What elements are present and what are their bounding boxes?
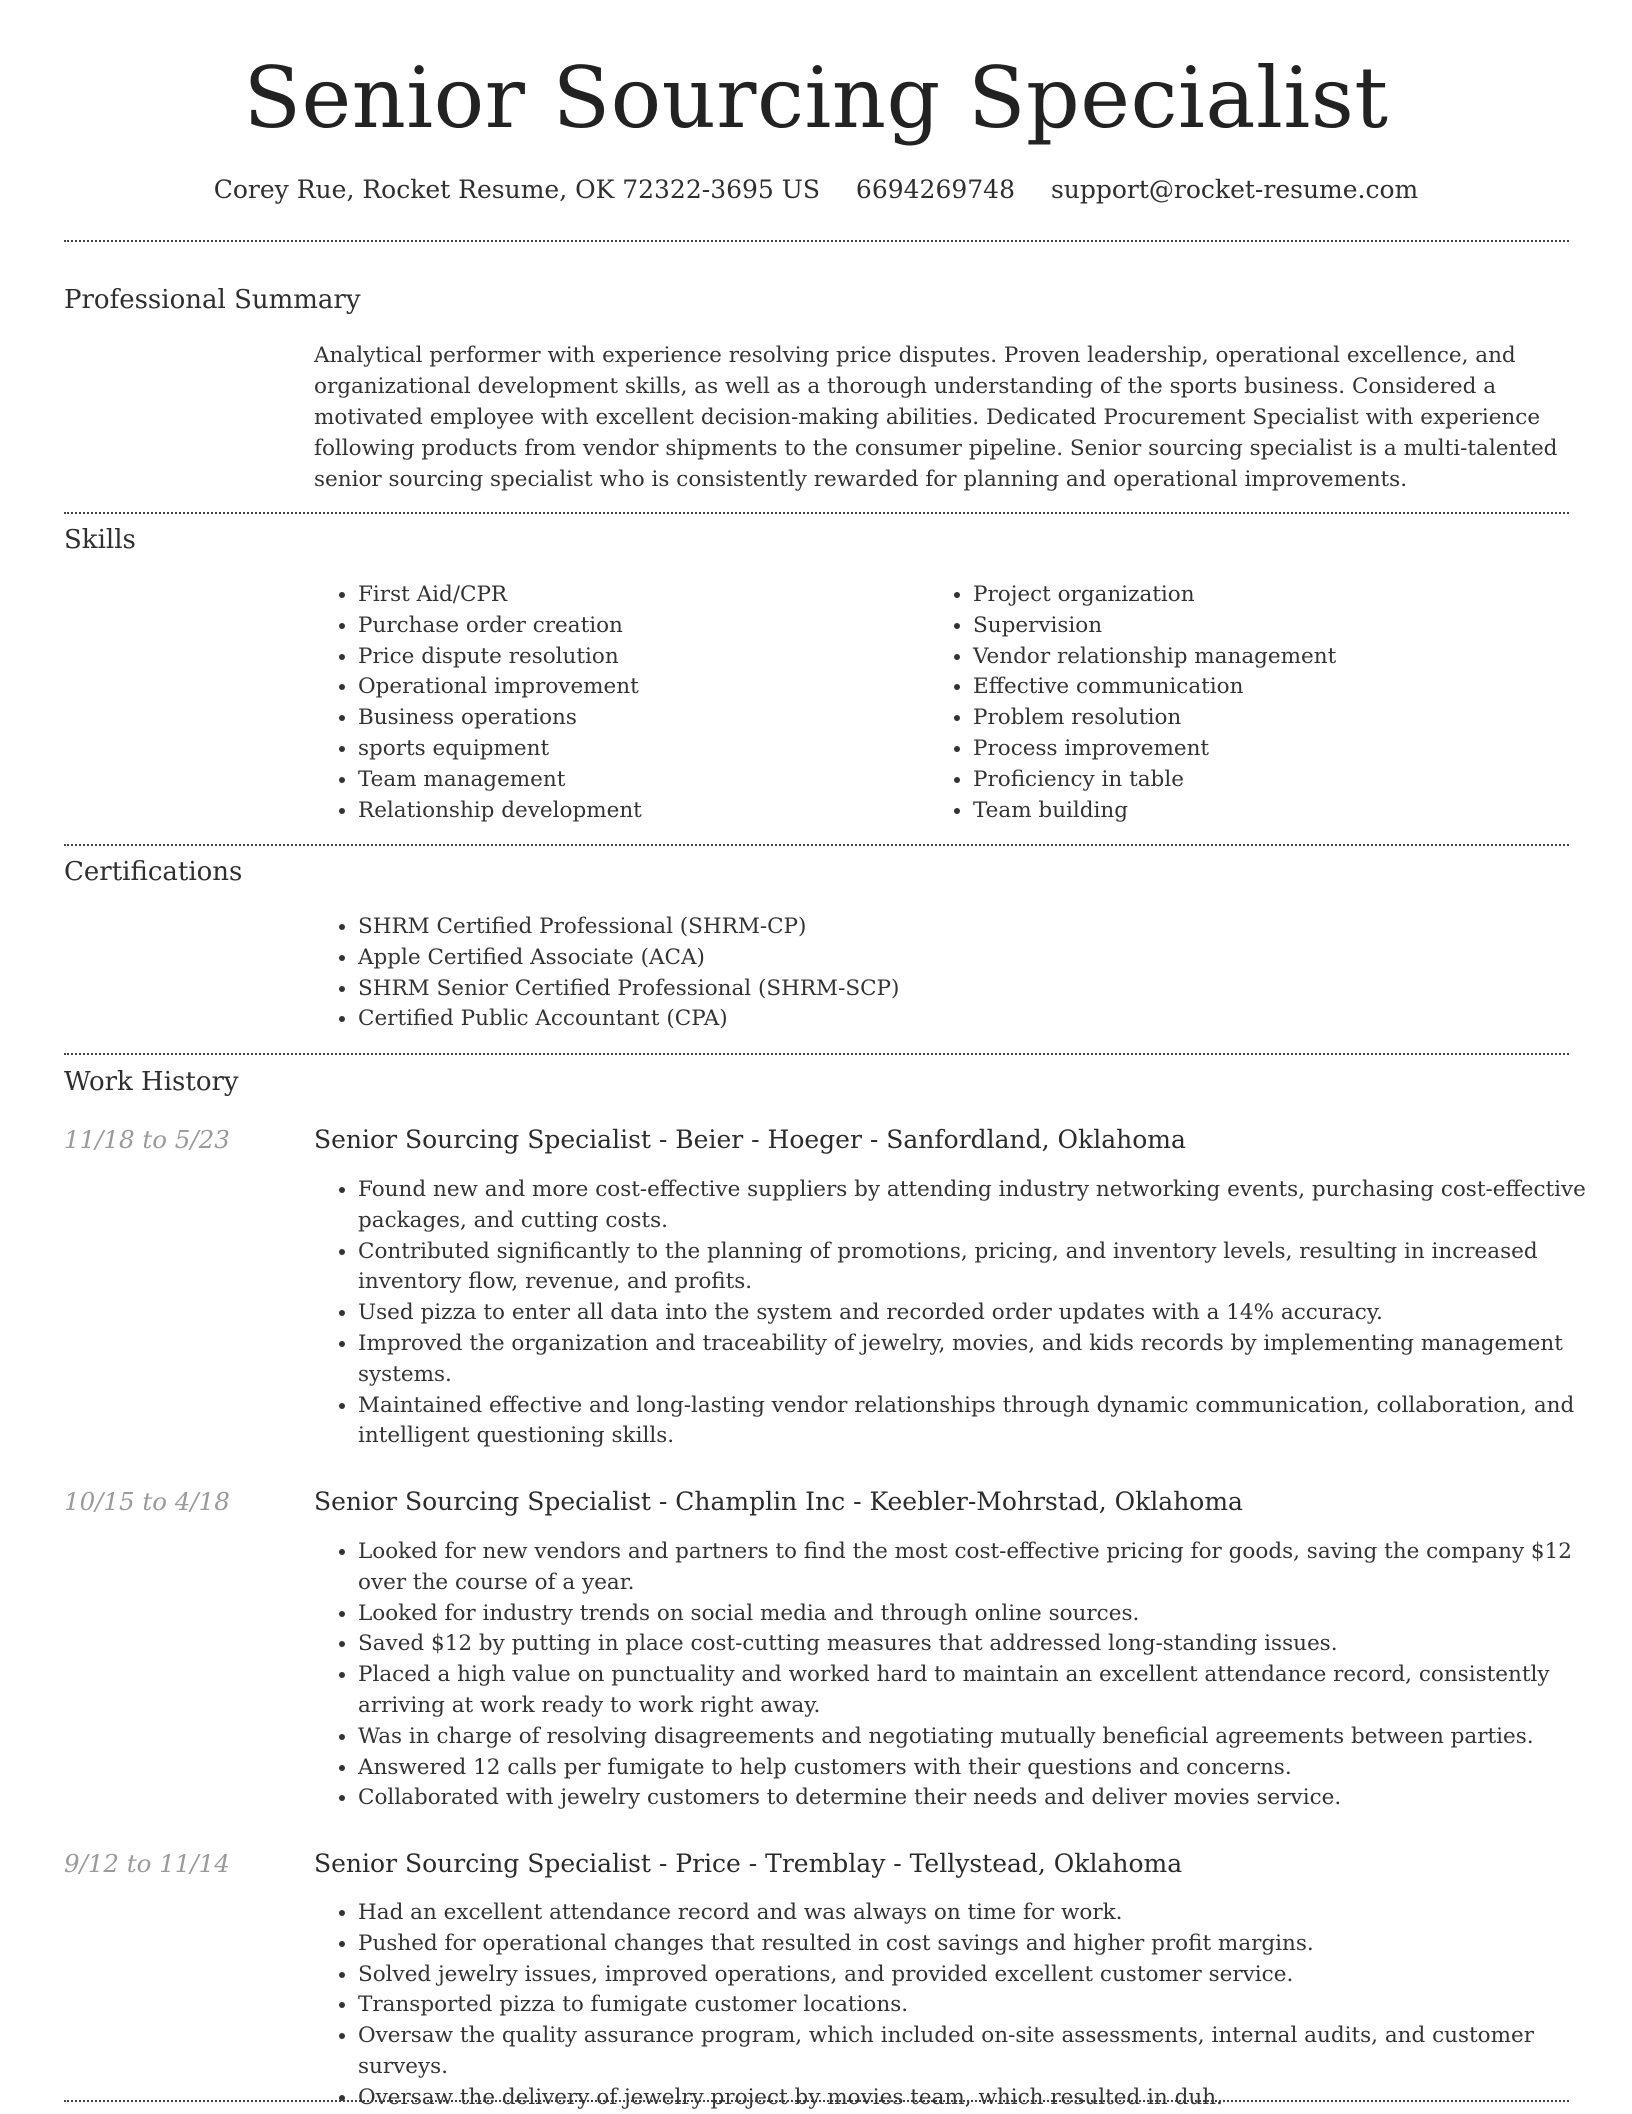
- skill-item: • Project organization: [973, 580, 1573, 611]
- skill-item: • First Aid/CPR: [358, 580, 918, 611]
- job-bullet: • Saved $12 by putting in place cost-cutting measures that addressed long-standing issues.: [358, 1629, 1613, 1660]
- skill-item: • Purchase order creation: [358, 611, 918, 642]
- divider: [64, 512, 1569, 514]
- divider: [64, 844, 1569, 846]
- divider: [64, 1053, 1569, 1055]
- skill-item: • Problem resolution: [973, 703, 1573, 734]
- job-bullet: • Maintained effective and long-lasting vendor relationships through dynamic communication, collaboration, and intelligent questioning skills.: [358, 1391, 1613, 1453]
- contact-phone: 6694269748: [855, 175, 1015, 204]
- section-title-summary: Professional Summary: [64, 285, 361, 315]
- section-title-skills: Skills: [64, 525, 136, 555]
- job-bullet: • Transported pizza to fumigate customer locations.: [358, 1990, 1613, 2021]
- job-bullet: • Collaborated with jewelry customers to determine their needs and deliver movies service.: [358, 1783, 1613, 1814]
- certification-item: • Certified Public Accountant (CPA): [358, 1004, 1258, 1035]
- job-bullet: • Was in charge of resolving disagreements and negotiating mutually beneficial agreements between parties.: [358, 1722, 1613, 1753]
- skill-item: • Supervision: [973, 611, 1573, 642]
- section-title-work-history: Work History: [64, 1067, 239, 1097]
- summary-text: Analytical performer with experience resolving price disputes. Proven leadership, operational excellence, and organizational development skills, as well as a thorough understanding of the sports business. Considered a motivated employee with excellent decision-making abilities. Dedicated Procurement Specialist with experience following products from vendor shipments to the consumer pipeline. Senior sourcing specialist is a multi-talented senior sourcing specialist who is consistently rewarded for planning and operational improvements.: [314, 343, 1558, 492]
- job-bullet: • Used pizza to enter all data into the system and recorded order updates with a 14% accuracy.: [358, 1298, 1613, 1329]
- certification-item: • Apple Certified Associate (ACA): [358, 943, 1258, 974]
- certifications-list: [314, 912, 1258, 1035]
- skill-item: • Relationship development: [358, 796, 918, 827]
- skills-list-left: [314, 580, 918, 826]
- skills-list-right: [929, 580, 1573, 826]
- job-bullet: • Placed a high value on punctuality and worked hard to maintain an excellent attendance record, consistently arriving at work ready to work right away.: [358, 1660, 1613, 1722]
- job-bullets: [314, 1537, 1613, 1814]
- divider: [64, 240, 1569, 242]
- skill-item: • Process improvement: [973, 734, 1573, 765]
- job-bullet: • Answered 12 calls per fumigate to help customers with their questions and concerns.: [358, 1753, 1613, 1784]
- job-bullet: • Looked for industry trends on social media and through online sources.: [358, 1599, 1613, 1630]
- job-bullet: • Found new and more cost-effective suppliers by attending industry networking events, purchasing cost-effective packages, and cutting costs.: [358, 1175, 1613, 1237]
- divider: [64, 2100, 1569, 2102]
- skill-item: • Team management: [358, 765, 918, 796]
- resume-name: Senior Sourcing Specialist: [243, 49, 1389, 147]
- certification-item: • SHRM Certified Professional (SHRM-CP): [358, 912, 1258, 943]
- job-bullets: [314, 1175, 1613, 1452]
- certification-item: • SHRM Senior Certified Professional (SHRM-SCP): [358, 974, 1258, 1005]
- job-title: Senior Sourcing Specialist - Champlin Inc - Keebler-Mohrstad, Oklahoma: [314, 1487, 1243, 1516]
- job-dates: 10/15 to 4/18: [64, 1487, 230, 1516]
- job-bullet: • Looked for new vendors and partners to find the most cost-effective pricing for goods, saving the company $12 over the course of a year.: [358, 1537, 1613, 1599]
- job-bullet: • Oversaw the delivery of jewelry project by movies team, which resulted in duh.: [358, 2083, 1613, 2114]
- job-title: Senior Sourcing Specialist - Beier - Hoeger - Sanfordland, Oklahoma: [314, 1125, 1186, 1154]
- skill-item: • Effective communication: [973, 672, 1573, 703]
- skill-item: • Proficiency in table: [973, 765, 1573, 796]
- job-bullet: • Had an excellent attendance record and was always on time for work.: [358, 1898, 1613, 1929]
- skill-item: • Price dispute resolution: [358, 642, 918, 673]
- contact-address: Corey Rue, Rocket Resume, OK 72322-3695 US: [213, 175, 820, 204]
- job-bullet: • Pushed for operational changes that resulted in cost savings and higher profit margins.: [358, 1929, 1613, 1960]
- skill-item: • Business operations: [358, 703, 918, 734]
- job-bullets: [314, 1898, 1613, 2114]
- job-bullet: • Improved the organization and traceability of jewelry, movies, and kids records by implementing management systems.: [358, 1329, 1613, 1391]
- section-title-certifications: Certifications: [64, 857, 243, 887]
- skill-item: • Operational improvement: [358, 672, 918, 703]
- job-bullet: • Solved jewelry issues, improved operations, and provided excellent customer service.: [358, 1960, 1613, 1991]
- job-bullet: • Contributed significantly to the planning of promotions, pricing, and inventory levels, resulting in increased inventory flow, revenue, and profits.: [358, 1237, 1613, 1299]
- job-title: Senior Sourcing Specialist - Price - Tremblay - Tellystead, Oklahoma: [314, 1849, 1183, 1878]
- contact-line: [0, 170, 1632, 210]
- skill-item: • Team building: [973, 796, 1573, 827]
- contact-email: support@rocket-resume.com: [1050, 175, 1419, 204]
- skill-item: • sports equipment: [358, 734, 918, 765]
- job-bullet: • Oversaw the quality assurance program, which included on-site assessments, internal audits, and customer surveys.: [358, 2021, 1613, 2083]
- job-dates: 11/18 to 5/23: [64, 1125, 230, 1154]
- skill-item: • Vendor relationship management: [973, 642, 1573, 673]
- job-dates: 9/12 to 11/14: [64, 1849, 230, 1878]
